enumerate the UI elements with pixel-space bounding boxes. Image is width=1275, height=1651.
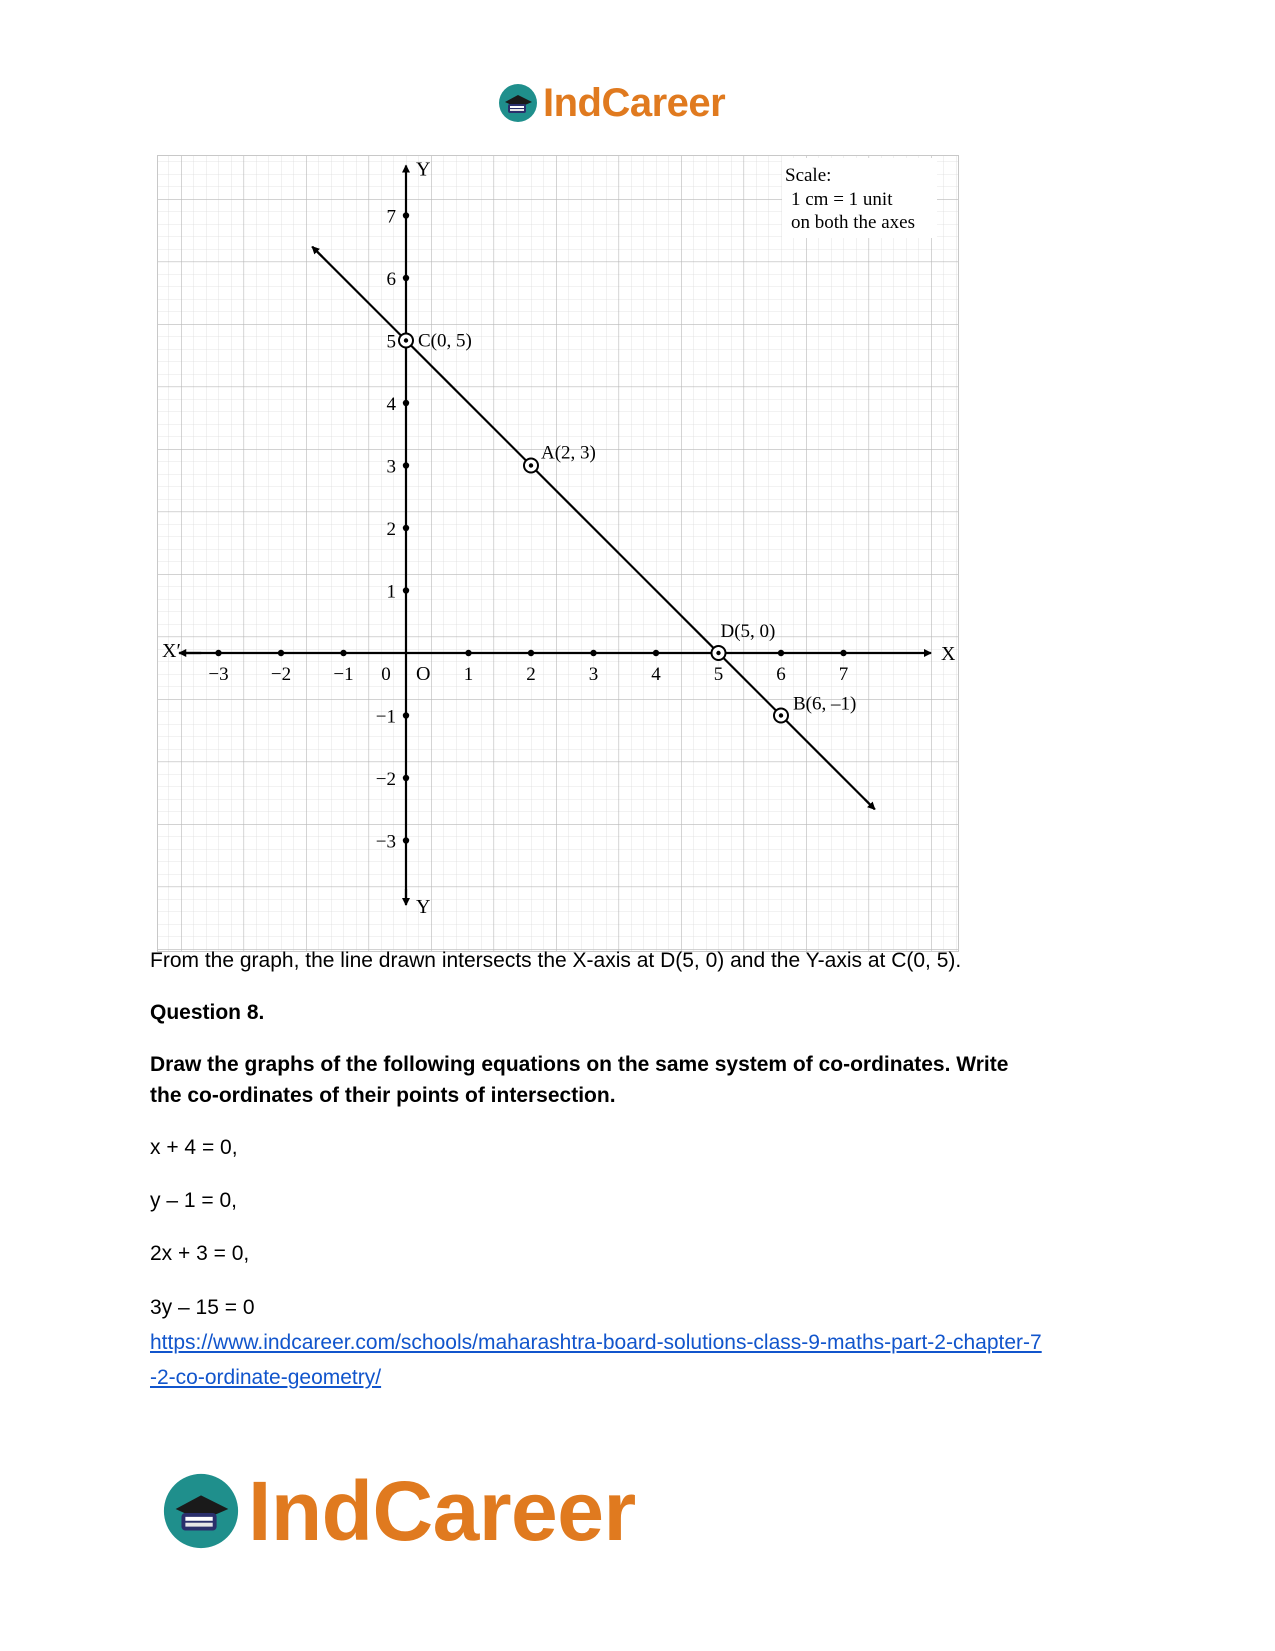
- graph-conclusion: From the graph, the line drawn intersects the X-axis at D(5, 0) and the Y-axis at C(0, 5).: [150, 949, 962, 972]
- point-label: B(6, –1): [793, 693, 857, 715]
- y-axis-neg-label: Y: [416, 896, 431, 918]
- x-tick-label: 6: [776, 664, 786, 685]
- point-label: A(2, 3): [541, 442, 596, 464]
- scale-note-line1: Scale:: [785, 165, 832, 186]
- y-tick-label: 4: [386, 394, 396, 415]
- y-tick-label: 6: [386, 269, 396, 290]
- point-label: C(0, 5): [418, 330, 472, 352]
- y-axis-label: Y: [416, 158, 431, 181]
- x-tick-dot: [215, 650, 221, 656]
- point-marker-center: [529, 463, 533, 467]
- x-tick-label: −1: [333, 664, 354, 685]
- y-tick-label: 1: [386, 581, 396, 603]
- equation-4: 3y – 15 = 0: [150, 1296, 255, 1319]
- y-tick-dot: [403, 462, 409, 468]
- x-tick-label: 2: [526, 664, 536, 685]
- x-tick-label: −3: [208, 664, 229, 685]
- y-tick-label: 5: [386, 331, 396, 353]
- x-tick-label: 1: [463, 664, 474, 685]
- footer-logo: [160, 1463, 636, 1558]
- y-tick-dot: [403, 712, 409, 718]
- x-tick-dot: [840, 650, 846, 656]
- scale-note-line3: on both the axes: [791, 212, 916, 233]
- question-line-2: the co-ordinates of their points of intersection.: [150, 1084, 616, 1107]
- y-tick-dot: [403, 587, 409, 593]
- x-tick-dot: [340, 650, 346, 656]
- y-tick-label: 7: [386, 206, 396, 228]
- logo-emblem-icon: [497, 82, 539, 124]
- scale-note-line2: 1 cm = 1 unit: [791, 189, 893, 210]
- equation-2: y – 1 = 0,: [150, 1189, 237, 1212]
- x-tick-dot: [653, 650, 659, 656]
- x-tick-dot: [278, 650, 284, 656]
- y-tick-dot: [403, 837, 409, 843]
- x-tick-dot: [465, 650, 471, 656]
- scale-note: [782, 158, 937, 238]
- question-line-1: Draw the graphs of the following equations on the same system of co-ordinates. Write: [150, 1053, 1009, 1076]
- graph-grid: [157, 155, 959, 952]
- y-tick-label: 3: [386, 456, 396, 478]
- y-tick-label: −2: [375, 769, 396, 790]
- question-title: Question 8.: [150, 1001, 265, 1024]
- x-tick-dot: [528, 650, 534, 656]
- x-tick-label: 0: [381, 664, 391, 685]
- graph-svg: [157, 155, 959, 952]
- coordinate-graph: [157, 155, 959, 952]
- y-tick-dot: [403, 775, 409, 781]
- y-tick-label: −3: [375, 831, 396, 853]
- point-marker-center: [716, 651, 720, 655]
- source-link-line-2[interactable]: -2-co-ordinate-geometry/: [150, 1366, 382, 1389]
- footer-logo-text: IndCareer: [248, 1463, 636, 1558]
- x-tick-label: 7: [838, 664, 849, 685]
- x-tick-label: 3: [588, 664, 599, 685]
- point-marker-center: [779, 713, 783, 717]
- x-tick-dot: [590, 650, 596, 656]
- point-marker-center: [404, 338, 408, 342]
- header-logo: [497, 78, 725, 128]
- footer-logo-emblem-icon: [160, 1470, 242, 1552]
- equation-1: x + 4 = 0,: [150, 1136, 238, 1159]
- y-tick-dot: [403, 400, 409, 406]
- x-tick-label: 5: [713, 664, 724, 685]
- y-tick-dot: [403, 275, 409, 281]
- y-tick-label: 2: [386, 519, 396, 540]
- origin-label: O: [416, 663, 431, 685]
- x-axis-label: X: [941, 643, 956, 665]
- header-logo-text: IndCareer: [543, 80, 726, 125]
- x-tick-dot: [778, 650, 784, 656]
- point-label: D(5, 0): [720, 621, 776, 642]
- x-axis-neg-label: X′: [162, 640, 181, 662]
- y-tick-dot: [403, 212, 409, 218]
- y-tick-label: −1: [375, 706, 396, 728]
- equation-3: 2x + 3 = 0,: [150, 1242, 250, 1265]
- y-tick-dot: [403, 525, 409, 531]
- source-link-line-1[interactable]: https://www.indcareer.com/schools/maharashtra-board-solutions-class-9-maths-part-2-chapter-7: [150, 1331, 1042, 1354]
- x-tick-label: 4: [651, 664, 661, 685]
- x-tick-label: −2: [270, 664, 292, 685]
